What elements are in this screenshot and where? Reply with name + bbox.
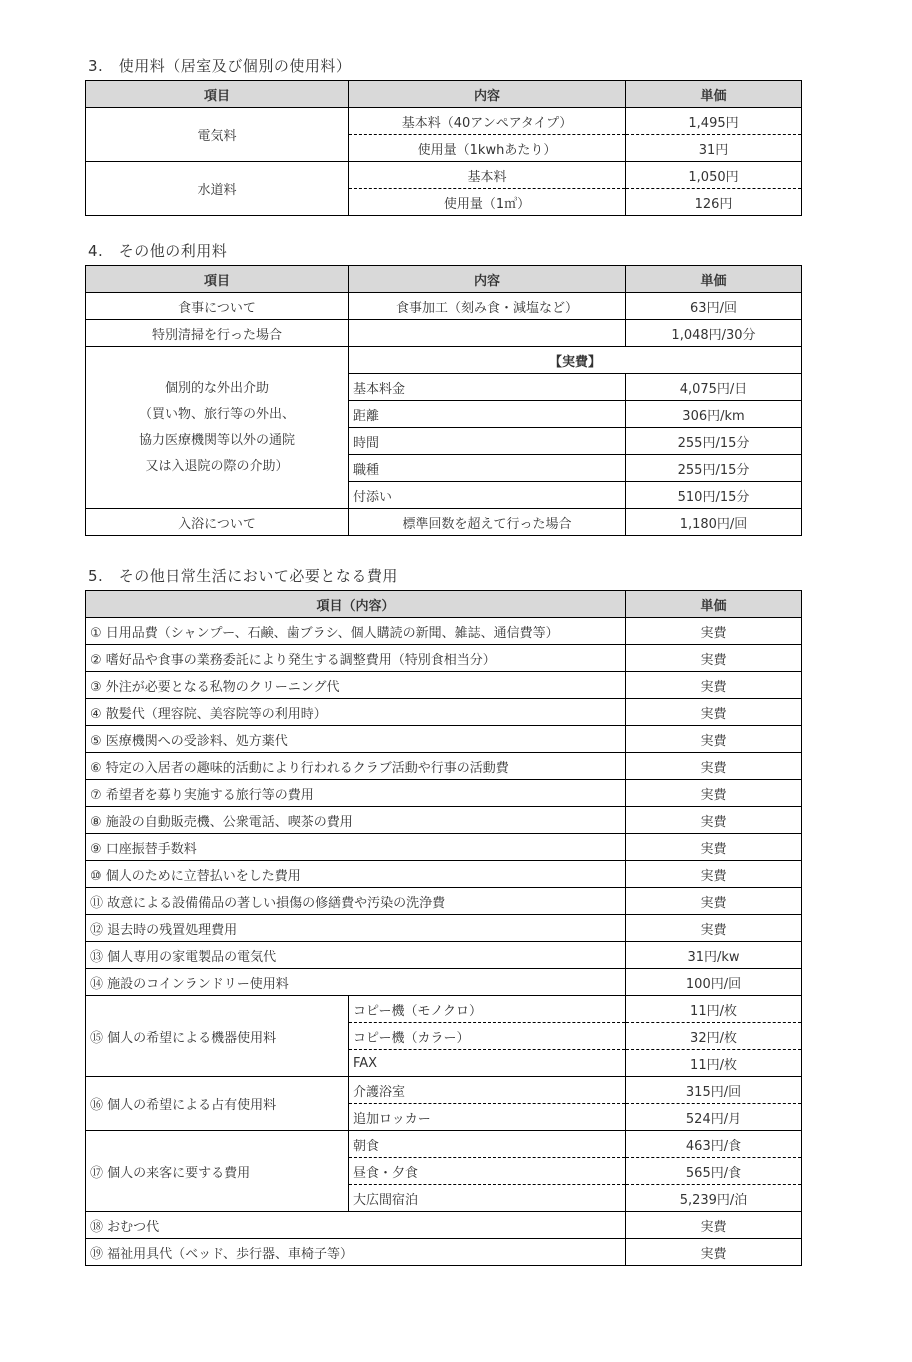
- row-price: 1,050円: [626, 162, 802, 189]
- row-content: コピー機（カラー）: [349, 1023, 626, 1050]
- row-item: ⑬ 個人専用の家電製品の電気代: [86, 942, 626, 969]
- row-price: 実費: [626, 780, 802, 807]
- row-item: ⑮ 個人の希望による機器使用料: [86, 996, 349, 1077]
- section-5-title: 5. その他日常生活において必要となる費用: [88, 567, 398, 585]
- table-row: [86, 1239, 802, 1266]
- row-price: 11円/枚: [626, 996, 802, 1023]
- row-content: 食事加工（刻み食・減塩など）: [349, 293, 626, 320]
- row-content: 朝食: [349, 1131, 626, 1158]
- expense-rows: [86, 1212, 802, 1266]
- usage-fee-table: [85, 80, 802, 216]
- row-price: 実費: [626, 618, 802, 645]
- row-price: 31円/kw: [626, 942, 802, 969]
- header-content: 内容: [349, 266, 626, 293]
- row-item: ⑯ 個人の希望による占有使用料: [86, 1077, 349, 1131]
- row-price: 実費: [626, 672, 802, 699]
- row-item: ⑫ 退去時の残置処理費用: [86, 915, 626, 942]
- outing-item: [86, 347, 349, 509]
- row-price: 11円/枚: [626, 1050, 802, 1077]
- table-header-row: [86, 266, 802, 293]
- table-row: [86, 108, 802, 135]
- header-item: 項目: [86, 81, 349, 108]
- row-content: コピー機（モノクロ）: [349, 996, 626, 1023]
- row-item: ⑲ 福祉用具代（ベッド、歩行器、車椅子等）: [86, 1239, 626, 1266]
- row-content: 基本料（40アンペアタイプ）: [349, 108, 626, 135]
- table-row: [86, 162, 802, 189]
- row-price: 306円/km: [626, 401, 802, 428]
- row-price: 実費: [626, 726, 802, 753]
- outing-item-line: 又は入退院の際の介助）: [145, 458, 289, 474]
- row-content: 追加ロッカー: [349, 1104, 626, 1131]
- row-price: 31円: [626, 135, 802, 162]
- table-row: [86, 807, 802, 834]
- header-price: 単価: [626, 266, 802, 293]
- row-content: FAX: [349, 1050, 626, 1077]
- header-content: 内容: [349, 81, 626, 108]
- table-row: [86, 969, 802, 996]
- outing-item-line: 協力医療機関等以外の通院: [138, 432, 295, 448]
- table-row: [86, 293, 802, 320]
- row-price: 実費: [626, 699, 802, 726]
- row-content: 時間: [349, 428, 626, 455]
- row-content: [349, 320, 626, 347]
- row-content: 距離: [349, 401, 626, 428]
- row-item: 特別清掃を行った場合: [86, 320, 349, 347]
- row-item: 電気料: [86, 108, 349, 162]
- section-3-title: 3. 使用料（居室及び個別の使用料）: [88, 57, 352, 75]
- header-price: 単価: [626, 591, 802, 618]
- table-row: [86, 1212, 802, 1239]
- row-price: 実費: [626, 753, 802, 780]
- row-content: 使用量（1kwhあたり）: [349, 135, 626, 162]
- table-row: [86, 509, 802, 536]
- row-price: 510円/15分: [626, 482, 802, 509]
- header-item: 項目: [86, 266, 349, 293]
- row-price: 32円/枚: [626, 1023, 802, 1050]
- table-row: [86, 618, 802, 645]
- section-4-title: 4. その他の利用料: [88, 242, 228, 260]
- row-price: 255円/15分: [626, 455, 802, 482]
- row-item: ⑧ 施設の自動販売機、公衆電話、喫茶の費用: [86, 807, 626, 834]
- table-row: [86, 699, 802, 726]
- table-row: [86, 726, 802, 753]
- table-row: [86, 888, 802, 915]
- outing-item-line: 個別的な外出介助: [164, 380, 269, 396]
- row-content: 使用量（1㎥）: [349, 189, 626, 216]
- other-fee-table: [85, 265, 802, 536]
- row-price: 463円/食: [626, 1131, 802, 1158]
- row-item: ③ 外注が必要となる私物のクリーニング代: [86, 672, 626, 699]
- header-price: 単価: [626, 81, 802, 108]
- row-item: ② 嗜好品や食事の業務委託により発生する調整費用（特別食相当分）: [86, 645, 626, 672]
- table-row: [86, 672, 802, 699]
- row-item: ⑤ 医療機関への受診料、処方薬代: [86, 726, 626, 753]
- table-header-row: [86, 81, 802, 108]
- row-price: 1,048円/30分: [626, 320, 802, 347]
- header-item: 項目（内容）: [86, 591, 626, 618]
- row-item: ⑪ 故意による設備備品の著しい損傷の修繕費や汚染の洗浄費: [86, 888, 626, 915]
- table-row: [86, 780, 802, 807]
- row-item: 入浴について: [86, 509, 349, 536]
- row-item: ⑰ 個人の来客に要する費用: [86, 1131, 349, 1212]
- row-content: 職種: [349, 455, 626, 482]
- table-header-row: [86, 591, 802, 618]
- row-price: 実費: [626, 915, 802, 942]
- row-content: 介護浴室: [349, 1077, 626, 1104]
- row-price: 565円/食: [626, 1158, 802, 1185]
- row-content: 基本料: [349, 162, 626, 189]
- row-item: 水道料: [86, 162, 349, 216]
- row-content: 昼食・夕食: [349, 1158, 626, 1185]
- table-row: [86, 834, 802, 861]
- row-item: ④ 散髪代（理容院、美容院等の利用時）: [86, 699, 626, 726]
- row-price: 実費: [626, 834, 802, 861]
- row-price: 524円/月: [626, 1104, 802, 1131]
- row-item: 食事について: [86, 293, 349, 320]
- table-row: [86, 861, 802, 888]
- row-item: ⑭ 施設のコインランドリー使用料: [86, 969, 626, 996]
- row-price: 実費: [626, 861, 802, 888]
- row-content: 付添い: [349, 482, 626, 509]
- table-row: [86, 645, 802, 672]
- row-price: 1,180円/回: [626, 509, 802, 536]
- daily-expense-table: [85, 590, 802, 1266]
- row-price: 5,239円/泊: [626, 1185, 802, 1212]
- table-row: [86, 942, 802, 969]
- table-row: [86, 753, 802, 780]
- outing-item-line: （買い物、旅行等の外出、: [138, 406, 295, 422]
- row-price: 63円/回: [626, 293, 802, 320]
- row-content: 基本料金: [349, 374, 626, 401]
- row-price: 100円/回: [626, 969, 802, 996]
- table-row: [86, 347, 802, 374]
- row-price: 実費: [626, 888, 802, 915]
- row-content: 大広間宿泊: [349, 1185, 626, 1212]
- row-price: 実費: [626, 807, 802, 834]
- row-item: ⑨ 口座振替手数料: [86, 834, 626, 861]
- row-item: ① 日用品費（シャンプー、石鹸、歯ブラシ、個人購読の新聞、雑誌、通信費等）: [86, 618, 626, 645]
- row-price: 315円/回: [626, 1077, 802, 1104]
- row-price: 実費: [626, 645, 802, 672]
- row-item: ⑥ 特定の入居者の趣味的活動により行われるクラブ活動や行事の活動費: [86, 753, 626, 780]
- table-row: [86, 1131, 802, 1158]
- row-price: 実費: [626, 1212, 802, 1239]
- expense-rows: [86, 618, 802, 996]
- row-item: ⑩ 個人のために立替払いをした費用: [86, 861, 626, 888]
- row-price: 255円/15分: [626, 428, 802, 455]
- actual-cost-label: 【実費】: [349, 347, 802, 374]
- row-price: 実費: [626, 1239, 802, 1266]
- table-row: [86, 320, 802, 347]
- row-price: 1,495円: [626, 108, 802, 135]
- table-row: [86, 1077, 802, 1104]
- row-price: 4,075円/日: [626, 374, 802, 401]
- row-item: ⑦ 希望者を募り実施する旅行等の費用: [86, 780, 626, 807]
- table-row: [86, 915, 802, 942]
- row-price: 126円: [626, 189, 802, 216]
- row-item: ⑱ おむつ代: [86, 1212, 626, 1239]
- table-row: [86, 996, 802, 1023]
- row-content: 標準回数を超えて行った場合: [349, 509, 626, 536]
